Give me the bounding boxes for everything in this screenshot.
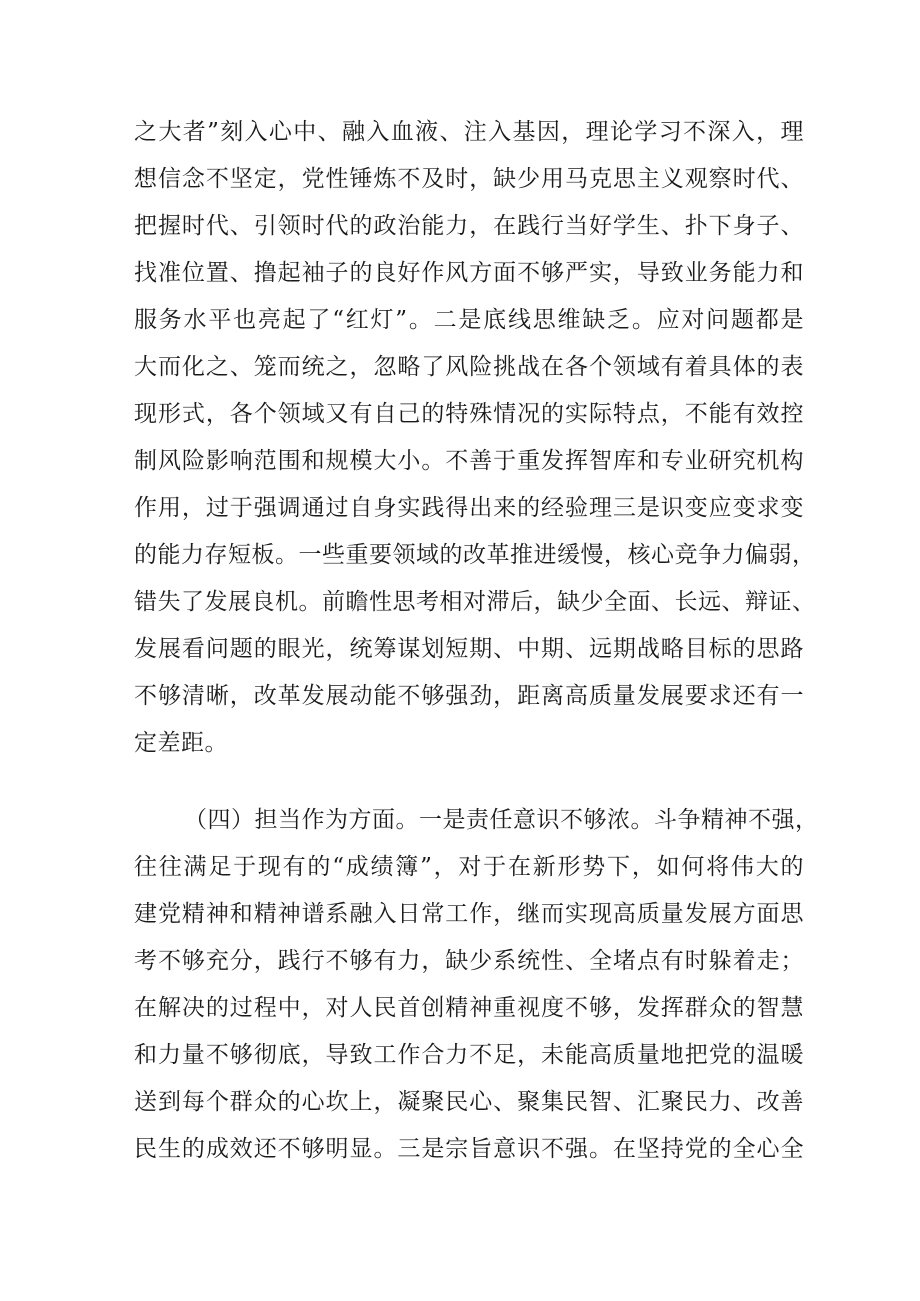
text-line: 考不够充分，践行不够有力，缺少系统性、全堵点有时躲着走； bbox=[134, 948, 804, 974]
text-line: 作用，过于强调通过自身实践得出来的经验理三是识变应变求变 bbox=[134, 495, 804, 521]
text-line: 在解决的过程中，对人民首创精神重视度不够，发挥群众的智慧 bbox=[134, 995, 804, 1021]
text-line: 和力量不够彻底，导致工作合力不足，未能高质量地把党的温暖 bbox=[134, 1042, 804, 1068]
text-line: 的能力存短板。一些重要领域的改革推进缓慢，核心竞争力偏弱， bbox=[134, 542, 816, 568]
text-line: 发展看问题的眼光，统筹谋划短期、中期、远期战略目标的思路 bbox=[134, 636, 804, 662]
text-line: 制风险影响范围和规模大小。不善于重发挥智库和专业研究机构 bbox=[134, 448, 804, 474]
text-line: 把握时代、引领时代的政治能力，在践行当好学生、扑下身子、 bbox=[134, 213, 804, 239]
text-line: 想信念不坚定，党性锤炼不及时，缺少用马克思主义观察时代、 bbox=[134, 166, 804, 192]
text-line: 定差距。 bbox=[134, 730, 228, 756]
text-line: 不够清晰，改革发展动能不够强劲，距离高质量发展要求还有一 bbox=[134, 683, 804, 709]
paragraph-1 bbox=[134, 109, 816, 767]
text-line: 之大者”刻入心中、融入血液、注入基因，理论学习不深入，理 bbox=[134, 119, 804, 145]
text-line: 服务水平也亮起了“红灯”。二是底线思维缺乏。应对问题都是 bbox=[134, 307, 804, 333]
text-line: 找准位置、撸起袖子的良好作风方面不够严实，导致业务能力和 bbox=[134, 260, 804, 286]
text-line: 大而化之、笼而统之，忽略了风险挑战在各个领域有着具体的表 bbox=[134, 354, 804, 380]
text-line: 建党精神和精神谱系融入日常工作，继而实现高质量发展方面思 bbox=[134, 901, 804, 927]
text-line: 民生的成效还不够明显。三是宗旨意识不强。在坚持党的全心全 bbox=[134, 1136, 804, 1162]
text-line: 错失了发展良机。前瞻性思考相对滞后，缺少全面、长远、辩证、 bbox=[134, 589, 816, 615]
text-line: 送到每个群众的心坎上，凝聚民心、聚集民智、汇聚民力、改善 bbox=[134, 1089, 804, 1115]
text-line: （四）担当作为方面。一是责任意识不够浓。斗争精神不强， bbox=[184, 807, 819, 833]
text-line: 现形式，各个领域又有自己的特殊情况的实际特点，不能有效控 bbox=[134, 401, 804, 427]
text-line: 往往满足于现有的“成绩簿”，对于在新形势下，如何将伟大的 bbox=[134, 854, 804, 880]
paragraph-2 bbox=[134, 797, 819, 1173]
